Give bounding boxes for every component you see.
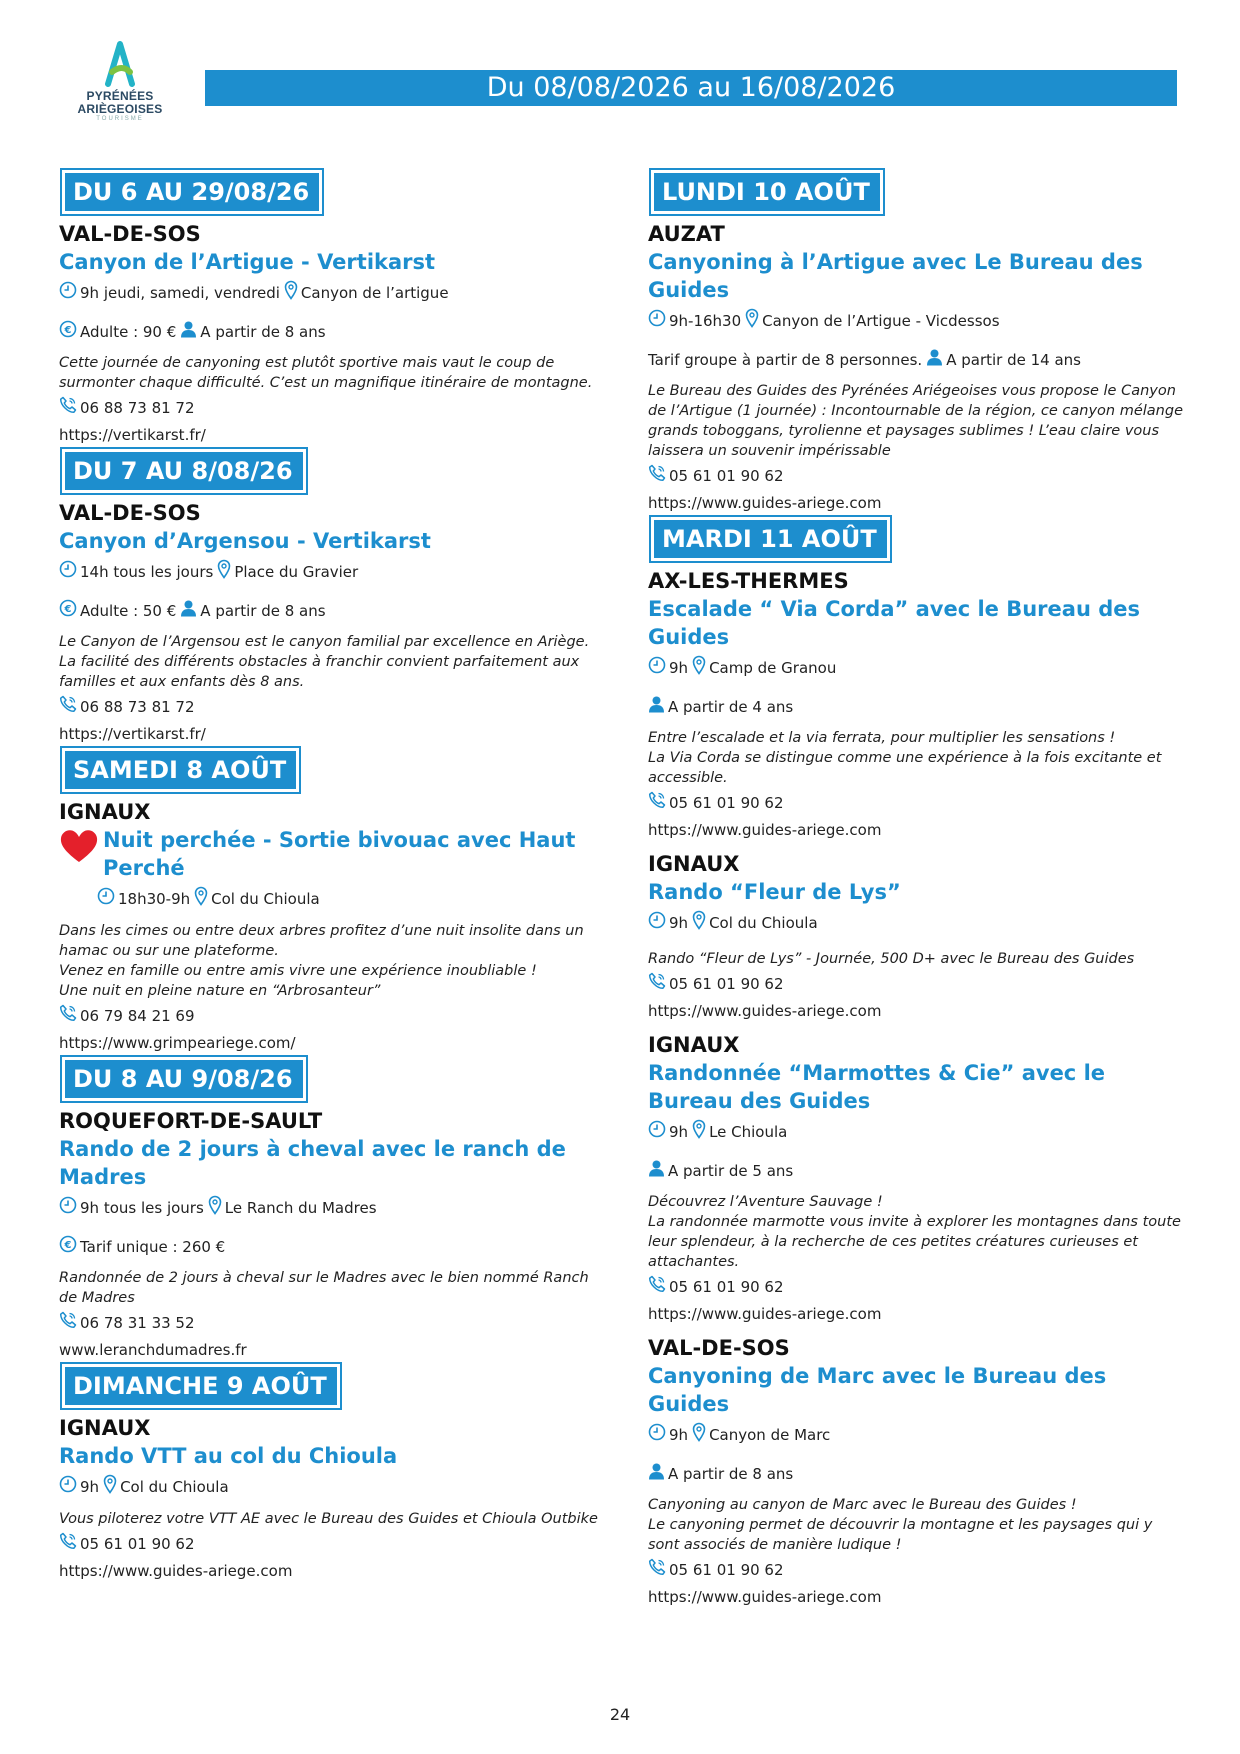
event-title-text: Canyoning à l’Artigue avec Le Bureau des Guides bbox=[648, 250, 1143, 302]
phone-number: 05 61 01 90 62 bbox=[669, 793, 784, 812]
logo-line1: PYRÉNÉES bbox=[86, 89, 154, 103]
event-schedule bbox=[648, 308, 1188, 333]
event-schedule bbox=[59, 1195, 599, 1220]
location-pin-icon bbox=[103, 1474, 117, 1499]
event-time: 9h tous les jours bbox=[80, 1198, 204, 1217]
event-website-link[interactable]: https://www.guides-ariege.com bbox=[648, 1588, 882, 1606]
event-time: 9h jeudi, samedi, vendredi bbox=[80, 283, 280, 302]
description-line: Canyoning au canyon de Marc avec le Bureau des Guides ! bbox=[648, 1497, 1077, 1513]
event-title bbox=[59, 527, 599, 555]
phone-icon bbox=[59, 396, 77, 419]
event-website-link[interactable]: https://www.guides-ariege.com bbox=[59, 1562, 293, 1580]
phone-icon bbox=[59, 1004, 77, 1027]
phone-icon bbox=[59, 1532, 77, 1555]
logo-mark-icon bbox=[100, 38, 140, 90]
event-location: Camp de Granou bbox=[709, 658, 837, 677]
event-place: ROQUEFORT-DE-SAULT bbox=[59, 1109, 323, 1133]
phone-number: 06 78 31 33 52 bbox=[80, 1313, 195, 1332]
event-time: 14h tous les jours bbox=[80, 562, 214, 581]
description-line: Le Bureau des Guides des Pyrénées Ariégeoises vous propose le Canyon de l’Artigue (1 journée) : Incontournable de la région, ce canyon mélange grands toboggans, tyrolienne et paysages sublimes ! L’eau claire vous laissera un souvenir impérissable bbox=[648, 383, 1183, 459]
phone-number: 06 88 73 81 72 bbox=[80, 398, 195, 417]
event-schedule bbox=[59, 280, 599, 305]
event-title bbox=[648, 248, 1188, 304]
event-entry bbox=[59, 168, 599, 445]
phone-icon bbox=[59, 695, 77, 718]
event-location: Canyon de l’Artigue - Vicdessos bbox=[762, 311, 1000, 330]
event-phone bbox=[648, 1275, 1188, 1298]
description-line: Une nuit en pleine nature en “Arbrosanteur” bbox=[59, 983, 381, 999]
date-heading: DU 8 AU 9/08/26 bbox=[62, 1057, 306, 1101]
person-icon bbox=[648, 695, 665, 718]
event-pricing bbox=[648, 695, 1188, 718]
event-website-link[interactable]: https://www.guides-ariege.com bbox=[648, 494, 882, 512]
description-line: Randonnée de 2 jours à cheval sur le Madres avec le bien nommé Ranch de Madres bbox=[59, 1270, 589, 1306]
event-time: 9h bbox=[669, 913, 689, 932]
event-phone bbox=[59, 1532, 599, 1555]
location-pin-icon bbox=[692, 910, 706, 935]
event-schedule bbox=[59, 1474, 599, 1499]
clock-icon bbox=[59, 281, 77, 304]
location-pin-icon bbox=[194, 886, 208, 911]
event-entry bbox=[59, 1055, 599, 1360]
event-phone bbox=[59, 396, 599, 419]
event-place: VAL-DE-SOS bbox=[59, 501, 201, 525]
event-location: Col du Chioula bbox=[211, 889, 320, 908]
event-price: Adulte : 50 € bbox=[80, 601, 177, 620]
event-pricing bbox=[648, 348, 1188, 371]
clock-icon bbox=[648, 1423, 666, 1446]
event-location: Col du Chioula bbox=[709, 913, 818, 932]
event-place: VAL-DE-SOS bbox=[648, 1336, 790, 1360]
event-phone bbox=[59, 695, 599, 718]
event-schedule bbox=[59, 559, 599, 584]
date-range-banner: Du 08/08/2026 au 16/08/2026 bbox=[205, 70, 1177, 106]
event-description bbox=[59, 1509, 599, 1529]
event-age: A partir de 8 ans bbox=[668, 1464, 794, 1483]
event-entry bbox=[59, 447, 599, 744]
event-title-text: Rando “Fleur de Lys” bbox=[648, 880, 901, 904]
description-line: Le Canyon de l’Argensou est le canyon familial par excellence en Ariège. La facilité des différents obstacles à franchir convient parfaitement aux familles et aux enfants dès 8 ans. bbox=[59, 634, 590, 690]
event-description bbox=[648, 728, 1188, 788]
description-line: Venez en famille ou entre amis vivre une expérience inoubliable ! bbox=[59, 963, 537, 979]
event-entry bbox=[59, 1362, 599, 1581]
event-pricing bbox=[59, 1235, 599, 1258]
event-place: IGNAUX bbox=[59, 1416, 151, 1440]
event-title bbox=[59, 826, 599, 882]
event-website-link[interactable]: www.leranchdumadres.fr bbox=[59, 1341, 247, 1359]
event-title bbox=[648, 595, 1188, 651]
event-age: A partir de 8 ans bbox=[200, 322, 326, 341]
clock-icon bbox=[648, 309, 666, 332]
event-pricing bbox=[59, 320, 599, 343]
event-description bbox=[648, 1192, 1188, 1272]
svg-text:€: € bbox=[64, 1240, 72, 1251]
event-schedule bbox=[59, 886, 599, 911]
phone-number: 05 61 01 90 62 bbox=[669, 974, 784, 993]
euro-icon bbox=[59, 599, 77, 622]
description-line: Découvrez l’Aventure Sauvage ! bbox=[648, 1194, 883, 1210]
event-phone bbox=[648, 464, 1188, 487]
event-place: VAL-DE-SOS bbox=[59, 222, 201, 246]
event-time: 9h bbox=[669, 658, 689, 677]
event-entry bbox=[648, 1031, 1188, 1324]
event-title-text: Canyoning de Marc avec le Bureau des Guides bbox=[648, 1364, 1107, 1416]
event-description bbox=[648, 1495, 1188, 1555]
location-pin-icon bbox=[692, 1422, 706, 1447]
phone-icon bbox=[648, 791, 666, 814]
event-schedule bbox=[648, 1119, 1188, 1144]
location-pin-icon bbox=[284, 280, 298, 305]
location-pin-icon bbox=[692, 1119, 706, 1144]
event-location: Le Chioula bbox=[709, 1122, 788, 1141]
event-website-link[interactable]: https://www.guides-ariege.com bbox=[648, 1002, 882, 1020]
date-heading: DU 7 AU 8/08/26 bbox=[62, 449, 306, 493]
person-icon bbox=[180, 599, 197, 622]
clock-icon bbox=[59, 1475, 77, 1498]
event-time: 18h30-9h bbox=[118, 889, 191, 908]
event-entry bbox=[59, 746, 599, 1053]
date-heading: MARDI 11 AOÛT bbox=[651, 517, 890, 561]
left-column bbox=[59, 168, 599, 1583]
description-line: Cette journée de canyoning est plutôt sportive mais vaut le coup de surmonter chaque difficulté. C’est un magnifique itinéraire de montagne. bbox=[59, 355, 593, 391]
location-pin-icon bbox=[208, 1195, 222, 1220]
description-line: Entre l’escalade et la via ferrata, pour multiplier les sensations ! bbox=[648, 730, 1116, 746]
description-line: Dans les cimes ou entre deux arbres profitez d’une nuit insolite dans un hamac ou sur une plateforme. bbox=[59, 923, 584, 959]
event-place: IGNAUX bbox=[648, 852, 740, 876]
event-age: A partir de 4 ans bbox=[668, 697, 794, 716]
date-heading: DU 6 AU 29/08/26 bbox=[62, 170, 322, 214]
event-age: A partir de 14 ans bbox=[946, 350, 1081, 369]
clock-icon bbox=[59, 1196, 77, 1219]
event-time: 9h bbox=[669, 1122, 689, 1141]
person-icon bbox=[648, 1159, 665, 1182]
event-entry bbox=[648, 850, 1188, 1021]
page-number: 24 bbox=[609, 1705, 631, 1724]
location-pin-icon bbox=[692, 655, 706, 680]
event-title bbox=[59, 1135, 599, 1191]
person-icon bbox=[180, 320, 197, 343]
logo bbox=[70, 38, 170, 122]
event-pricing bbox=[59, 599, 599, 622]
svg-text:€: € bbox=[64, 325, 72, 336]
description-line: Le canyoning permet de découvrir la montagne et les paysages qui y sont associés de manière ludique ! bbox=[648, 1517, 1153, 1553]
event-website-link[interactable]: https://www.guides-ariege.com bbox=[648, 821, 882, 839]
event-schedule bbox=[648, 910, 1188, 935]
event-time: 9h bbox=[80, 1477, 100, 1496]
clock-icon bbox=[59, 560, 77, 583]
event-age: A partir de 8 ans bbox=[200, 601, 326, 620]
event-description bbox=[59, 921, 599, 1001]
event-phone bbox=[648, 791, 1188, 814]
svg-text:€: € bbox=[64, 604, 72, 615]
event-entry bbox=[648, 1334, 1188, 1607]
event-phone bbox=[59, 1004, 599, 1027]
phone-number: 05 61 01 90 62 bbox=[669, 466, 784, 485]
event-entry bbox=[648, 515, 1188, 840]
event-location: Canyon de Marc bbox=[709, 1425, 831, 1444]
event-time: 9h-16h30 bbox=[669, 311, 742, 330]
phone-icon bbox=[59, 1311, 77, 1334]
event-place: AX-LES-THERMES bbox=[648, 569, 849, 593]
event-entry bbox=[648, 168, 1188, 513]
event-description bbox=[59, 1268, 599, 1308]
event-title-text: Rando de 2 jours à cheval avec le ranch de Madres bbox=[59, 1137, 566, 1189]
location-pin-icon bbox=[745, 308, 759, 333]
euro-icon bbox=[59, 320, 77, 343]
event-place: IGNAUX bbox=[648, 1033, 740, 1057]
phone-number: 06 79 84 21 69 bbox=[80, 1006, 195, 1025]
event-place: AUZAT bbox=[648, 222, 725, 246]
event-description bbox=[59, 632, 599, 692]
event-description bbox=[648, 949, 1188, 969]
phone-number: 05 61 01 90 62 bbox=[80, 1534, 195, 1553]
event-title-text: Canyon de l’Artigue - Vertikarst bbox=[59, 250, 436, 274]
event-age: A partir de 5 ans bbox=[668, 1161, 794, 1180]
description-line: La Via Corda se distingue comme une expérience à la fois excitante et accessible. bbox=[648, 750, 1162, 786]
euro-icon bbox=[59, 1235, 77, 1258]
description-line: Vous piloterez votre VTT AE avec le Bureau des Guides et Chioula Outbike bbox=[59, 1511, 598, 1527]
logo-line2: ARIÈGEOISES bbox=[77, 102, 163, 116]
event-place: IGNAUX bbox=[59, 800, 151, 824]
description-line: La randonnée marmotte vous invite à explorer les montagnes dans toute leur splendeur, à la recherche de ces petites créatures curieuses et attachantes. bbox=[648, 1214, 1181, 1270]
event-website-link[interactable]: https://vertikarst.fr/ bbox=[59, 426, 206, 444]
date-heading: DIMANCHE 9 AOÛT bbox=[62, 1364, 340, 1408]
location-pin-icon bbox=[217, 559, 231, 584]
clock-icon bbox=[648, 1120, 666, 1143]
event-price-note: Tarif groupe à partir de 8 personnes. bbox=[648, 350, 923, 369]
event-title-text: Escalade “ Via Corda” avec le Bureau des Guides bbox=[648, 597, 1140, 649]
event-price: Tarif unique : 260 € bbox=[80, 1237, 226, 1256]
clock-icon bbox=[97, 887, 115, 910]
phone-icon bbox=[648, 1558, 666, 1581]
description-line: Rando “Fleur de Lys” - Journée, 500 D+ avec le Bureau des Guides bbox=[648, 951, 1135, 967]
event-title bbox=[59, 1442, 599, 1470]
event-schedule bbox=[648, 655, 1188, 680]
event-website-link[interactable]: https://www.grimpeariege.com/ bbox=[59, 1034, 296, 1052]
phone-icon bbox=[648, 1275, 666, 1298]
phone-number: 06 88 73 81 72 bbox=[80, 697, 195, 716]
event-phone bbox=[648, 1558, 1188, 1581]
event-title bbox=[648, 878, 1188, 906]
event-description bbox=[648, 381, 1188, 461]
event-time: 9h bbox=[669, 1425, 689, 1444]
event-website-link[interactable]: https://www.guides-ariege.com bbox=[648, 1305, 882, 1323]
event-location: Le Ranch du Madres bbox=[224, 1198, 377, 1217]
event-title-text: Randonnée “Marmottes & Cie” avec le Bureau des Guides bbox=[648, 1061, 1106, 1113]
event-phone bbox=[59, 1311, 599, 1334]
date-heading: SAMEDI 8 AOÛT bbox=[62, 748, 299, 792]
event-title bbox=[648, 1362, 1188, 1418]
event-pricing bbox=[648, 1462, 1188, 1485]
event-phone bbox=[648, 972, 1188, 995]
event-location: Place du Gravier bbox=[234, 562, 359, 581]
event-price: Adulte : 90 € bbox=[80, 322, 177, 341]
event-location: Canyon de l’artigue bbox=[300, 283, 449, 302]
event-title-text: Canyon d’Argensou - Vertikarst bbox=[59, 529, 431, 553]
clock-icon bbox=[648, 911, 666, 934]
phone-icon bbox=[648, 972, 666, 995]
event-title bbox=[59, 248, 599, 276]
event-pricing bbox=[648, 1159, 1188, 1182]
phone-number: 05 61 01 90 62 bbox=[669, 1277, 784, 1296]
phone-icon bbox=[648, 464, 666, 487]
event-description bbox=[59, 353, 599, 393]
event-title-text: Nuit perchée - Sortie bivouac avec Haut Perché bbox=[103, 828, 576, 880]
phone-number: 05 61 01 90 62 bbox=[669, 1560, 784, 1579]
right-column bbox=[648, 168, 1188, 1609]
event-location: Col du Chioula bbox=[120, 1477, 229, 1496]
date-heading: LUNDI 10 AOÛT bbox=[651, 170, 883, 214]
event-website-link[interactable]: https://vertikarst.fr/ bbox=[59, 725, 206, 743]
event-title-text: Rando VTT au col du Chioula bbox=[59, 1444, 398, 1468]
person-icon bbox=[648, 1462, 665, 1485]
event-title bbox=[648, 1059, 1188, 1115]
logo-line3: TOURISME bbox=[96, 116, 144, 122]
person-icon bbox=[926, 348, 943, 371]
event-schedule bbox=[648, 1422, 1188, 1447]
clock-icon bbox=[648, 656, 666, 679]
heart-icon bbox=[59, 828, 99, 871]
